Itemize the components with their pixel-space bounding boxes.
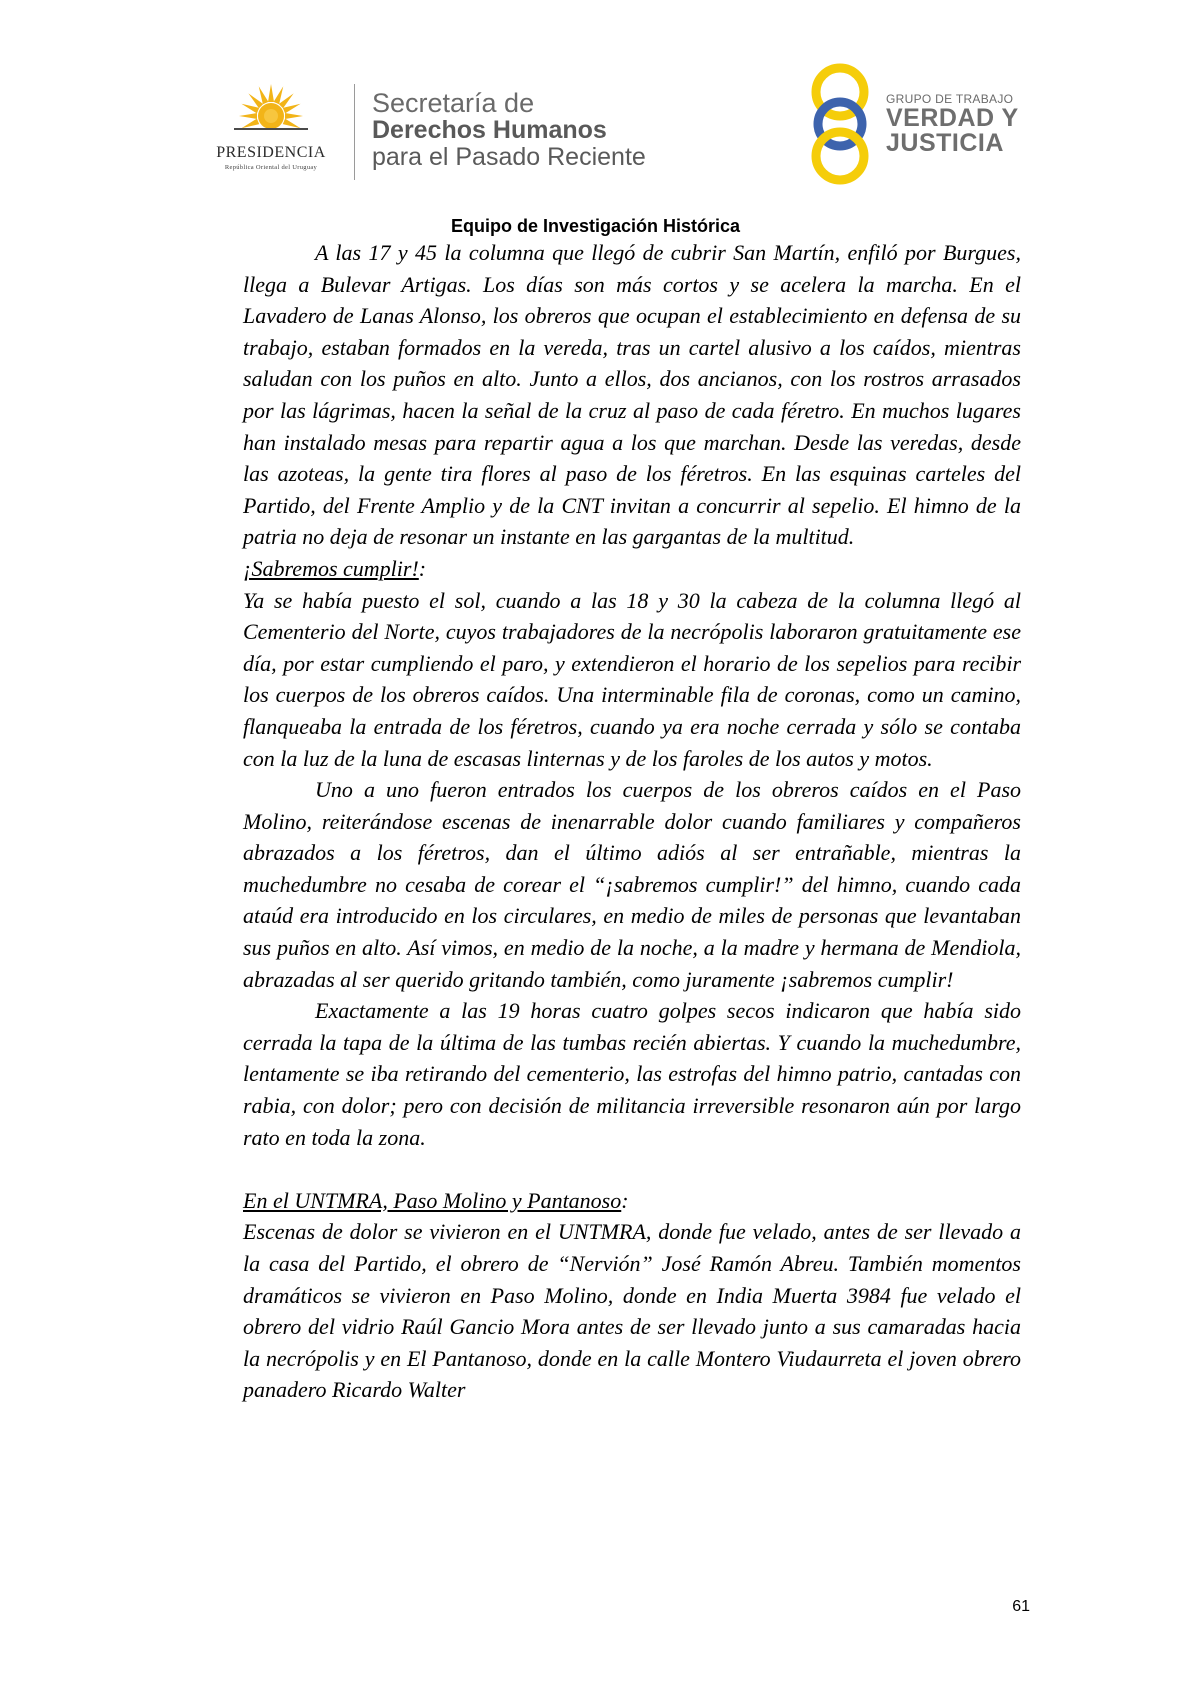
secretaria-line-1: Secretaría de	[372, 88, 535, 118]
section-heading-2	[243, 1185, 1021, 1217]
grupo-line-1: GRUPO DE TRABAJO	[886, 92, 1014, 106]
paragraph-1: A las 17 y 45 la columna que llegó de cubrir San Martín, enfiló por Burgues, llega a Bulevar Artigas. Los días son más cortos y se acelera la marcha. En el Lavadero de Lanas Alonso, los obreros que ocupan el establecimiento en defensa de su trabajo, estaban formados en la vereda, tras un cartel alusivo a los caídos, mientras saludan con los puños en alto. Junto a ellos, dos ancianos, con los rostros arrasados por las lágrimas, hacen la señal de la cruz al paso de cada féretro. En muchos lugares han instalado mesas para repartir agua a los que marchan. Desde las veredas, desde las azoteas, la gente tira flores al paso de los féretros. En las esquinas carteles del Partido, del Frente Amplio y de la CNT invitan a concurrir al sepelio. El himno de la patria no deja de resonar un instante en las gargantas de la multitud.	[243, 240, 1021, 550]
grupo-line-2: VERDAD Y	[886, 104, 1019, 132]
sun-emblem-icon	[234, 82, 308, 144]
presidencia-logo	[196, 82, 346, 182]
interlocking-rings-icon	[808, 62, 878, 187]
section-heading-2-text: En el UNTMRA, Paso Molino y Pantanoso	[243, 1187, 622, 1213]
presidencia-name: PRESIDENCIA	[216, 144, 326, 161]
section-heading-1-text: ¡Sabremos cumplir!	[243, 555, 419, 581]
grupo-text	[886, 92, 1019, 156]
grupo-line-3: JUSTICIA	[886, 129, 1004, 157]
secretaria-title	[372, 90, 646, 171]
header-divider	[354, 84, 355, 180]
paragraph-2: Ya se había puesto el sol, cuando a las 18 y 30 la cabeza de la columna llegó al Cementerio del Norte, cuyos trabajadores de la necrópolis laboraron gratuitamente ese día, por estar cumpliendo el paro, y extendieron el horario de los sepelios para recibir los cuerpos de los obreros caídos. Una interminable fila de coronas, como un camino, flanqueaba la entrada de los féretros, cuando ya era noche cerrada y sólo se contaba con la luz de la luna de escasas linternas y de los faroles de los autos y motos.	[243, 587, 1021, 771]
paragraph-4: Exactamente a las 19 horas cuatro golpes secos indicaron que había sido cerrada la tapa de la última de las tumbas recién abiertas. Y cuando la muchedumbre, lentamente se iba retirando del cementerio, las estrofas del himno patrio, cantadas con rabia, con dolor; pero con decisión de militancia irreversible resonaron aún por largo rato en toda la zona.	[243, 998, 1021, 1150]
team-title: Equipo de Investigación Histórica	[450, 216, 741, 236]
secretaria-line-3: para el Pasado Reciente	[372, 143, 646, 171]
section-heading-1-colon: :	[418, 555, 427, 581]
page-header	[0, 0, 1191, 236]
document-body	[243, 237, 1021, 1406]
page-number: 61	[1012, 1598, 1030, 1615]
blank-line	[243, 1153, 1021, 1185]
paragraph-3: Uno a uno fueron entrados los cuerpos de los obreros caídos en el Paso Molino, reiterándose escenas de inenarrable dolor cuando familiares y compañeros abrazados a los féretros, dan el último adiós al ser entrañable, mientras la muchedumbre no cesaba de corear el “¡sabremos cumplir!” del himno, cuando cada ataúd era introducido en los circulares, en medio de miles de personas que levantaban sus puños en alto. Así vimos, en medio de la noche, a la madre y hermana de Mendiola, abrazadas al ser querido gritando también, como juramente ¡sabremos cumplir!	[243, 777, 1021, 992]
secretaria-line-2: Derechos Humanos	[372, 116, 607, 144]
section-heading-2-colon: :	[621, 1187, 629, 1213]
presidencia-subtitle: República Oriental del Uruguay	[224, 164, 318, 171]
section-heading-1	[243, 553, 1021, 585]
paragraph-5: Escenas de dolor se vivieron en el UNTMRA, donde fue velado, antes de ser llevado a la casa del Partido, el obrero de “Nervión” José Ramón Abreu. También momentos dramáticos se vivieron en Paso Molino, donde en India Muerta 3984 fue velado el obrero del vidrio Raúl Gancio Mora antes de ser llevado junto a sus camaradas hacia la necrópolis y en El Pantanoso, donde en la calle Montero Viudaurreta el joven obrero panadero Ricardo Walter	[243, 1219, 1021, 1403]
grupo-verdad-justicia-logo	[808, 62, 1048, 187]
